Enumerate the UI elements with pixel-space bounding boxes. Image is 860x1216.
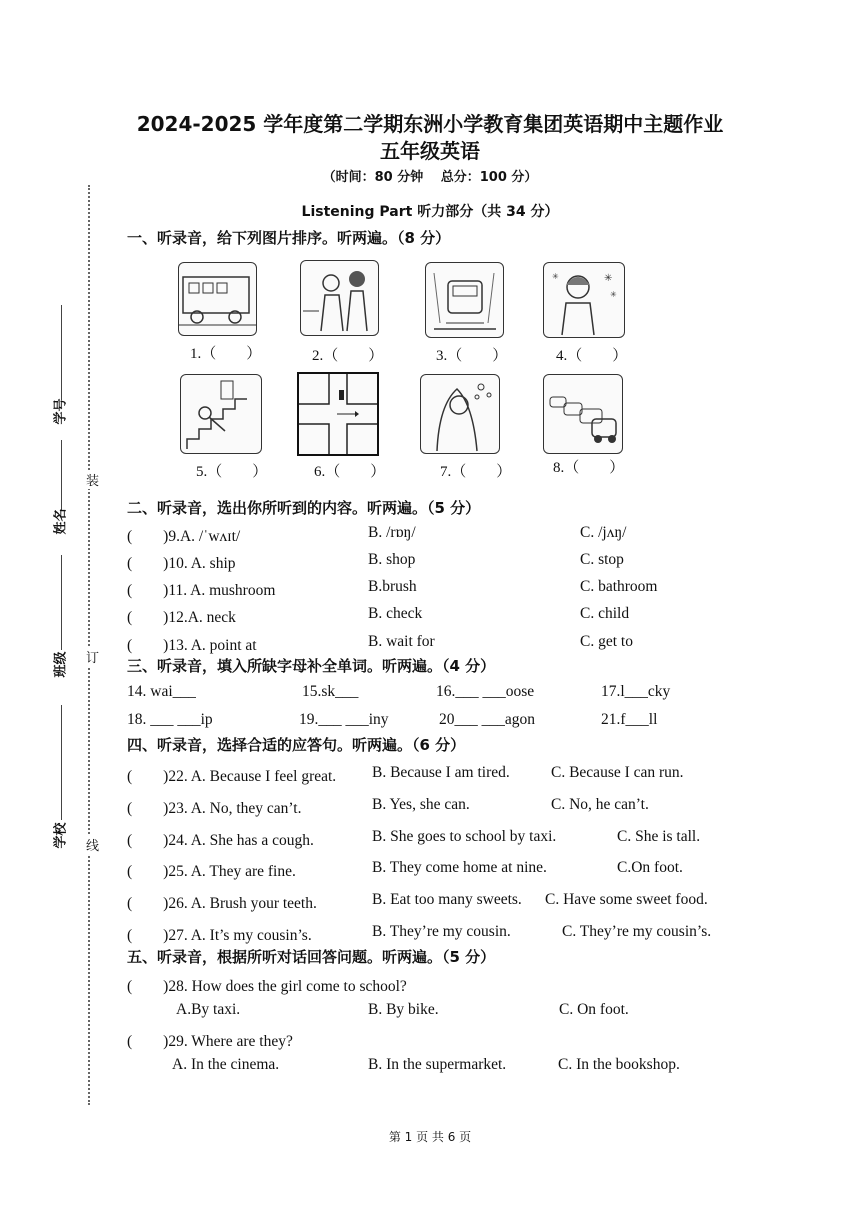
q12-option-a[interactable]: ( )12.A. neck <box>127 609 236 626</box>
picture-6-answer[interactable]: 6.（ ） <box>314 464 386 480</box>
name-line <box>61 440 62 510</box>
q18-blank[interactable]: 18. ___ ___ip <box>127 711 213 728</box>
train-picture <box>425 262 504 338</box>
q28-question: ( )28. How does the girl come to school? <box>127 978 407 995</box>
q22-option-c[interactable]: C. Because I can run. <box>551 764 684 781</box>
school-label: 学校 <box>53 822 69 849</box>
binding-dotted-line <box>88 185 90 1105</box>
class-line <box>61 555 62 650</box>
q26-option-b[interactable]: B. Eat too many sweets. <box>372 891 522 908</box>
picture-4-answer[interactable]: 4.（ ） <box>556 348 628 364</box>
traffic-jam-picture <box>543 374 623 454</box>
q27-option-a[interactable]: ( )27. A. It’s my cousin’s. <box>127 927 312 944</box>
q16-blank[interactable]: 16.___ ___oose <box>436 683 535 700</box>
q12-option-b[interactable]: B. check <box>368 605 423 622</box>
section-1-title: 一、听录音，给下列图片排序。听两遍。（8 分） <box>127 229 451 247</box>
q24-option-b[interactable]: B. She goes to school by taxi. <box>372 828 557 845</box>
q25-option-c[interactable]: C.On foot. <box>617 859 683 876</box>
page-footer: 第 1 页 共 6 页 <box>388 1130 472 1144</box>
q29-question: ( )29. Where are they? <box>127 1033 293 1050</box>
q15-blank[interactable]: 15.sk___ <box>302 683 359 700</box>
q11-option-c[interactable]: C. bathroom <box>580 578 658 595</box>
shopping-picture <box>300 260 379 336</box>
binding-zhuang: 装 <box>86 470 99 489</box>
q24-option-c[interactable]: C. She is tall. <box>617 828 701 845</box>
q9-option-a[interactable]: ( )9.A. /ˈwʌɪt/ <box>127 528 241 545</box>
q24-option-a[interactable]: ( )24. A. She has a cough. <box>127 832 314 849</box>
q28-option-c[interactable]: C. On foot. <box>559 1001 629 1018</box>
q26-option-a[interactable]: ( )26. A. Brush your teeth. <box>127 895 317 912</box>
q29-option-b[interactable]: B. In the supermarket. <box>368 1056 507 1073</box>
bus-stop-picture <box>178 262 257 336</box>
svg-text:✳: ✳ <box>604 273 613 284</box>
q14-blank[interactable]: 14. wai___ <box>127 683 196 700</box>
q13-option-b[interactable]: B. wait for <box>368 633 435 650</box>
q25-option-a[interactable]: ( )25. A. They are fine. <box>127 863 296 880</box>
student-no-line <box>61 305 62 400</box>
picture-3-answer[interactable]: 3.（ ） <box>436 348 508 364</box>
q28-option-a[interactable]: A.By taxi. <box>176 1001 241 1018</box>
q26-option-c[interactable]: C. Have some sweet food. <box>545 891 708 908</box>
exam-title: 2024-2025 学年度第二学期东洲小学教育集团英语期中主题作业 <box>136 112 724 136</box>
exam-subtitle: 五年级英语 <box>380 139 480 163</box>
q19-blank[interactable]: 19.___ ___iny <box>299 711 389 728</box>
q13-option-a[interactable]: ( )13. A. point at <box>127 637 257 654</box>
q23-option-c[interactable]: C. No, he can’t. <box>551 796 649 813</box>
part-title: Listening Part 听力部分（共 34 分） <box>301 204 559 220</box>
q17-blank[interactable]: 17.l___cky <box>601 683 671 700</box>
q28-option-b[interactable]: B. By bike. <box>368 1001 439 1018</box>
q25-option-b[interactable]: B. They come home at nine. <box>372 859 547 876</box>
q27-option-b[interactable]: B. They’re my cousin. <box>372 923 511 940</box>
crossroad-picture <box>297 372 379 456</box>
binding-ding: 订 <box>86 647 99 666</box>
svg-text:✳: ✳ <box>552 272 559 281</box>
q11-option-a[interactable]: ( )11. A. mushroom <box>127 582 276 599</box>
picture-8-answer[interactable]: 8.（ ） <box>553 460 625 476</box>
q23-option-b[interactable]: B. Yes, she can. <box>372 796 470 813</box>
stairs-fall-picture <box>180 374 262 454</box>
q20-blank[interactable]: 20___ ___agon <box>439 711 536 728</box>
section-4-title: 四、听录音，选择合适的应答句。听两遍。（6 分） <box>127 736 466 754</box>
cold-girl-picture <box>543 262 625 338</box>
exam-meta: （时间：80 分钟 总分：100 分） <box>322 170 538 185</box>
svg-text:✳: ✳ <box>610 290 617 299</box>
q29-option-c[interactable]: C. In the bookshop. <box>558 1056 680 1073</box>
picture-2-answer[interactable]: 2.（ ） <box>312 348 384 364</box>
q9-option-c[interactable]: C. /jʌŋ/ <box>580 524 627 541</box>
q13-option-c[interactable]: C. get to <box>580 633 633 650</box>
q29-option-a[interactable]: A. In the cinema. <box>172 1056 280 1073</box>
q22-option-a[interactable]: ( )22. A. Because I feel great. <box>127 768 337 785</box>
section-5-title: 五、听录音，根据所听对话回答问题。听两遍。（5 分） <box>127 948 496 966</box>
name-label: 姓名 <box>53 508 69 535</box>
q10-option-b[interactable]: B. shop <box>368 551 416 568</box>
section-2-title: 二、听录音，选出你所听到的内容。听两遍。（5 分） <box>127 499 481 517</box>
q9-option-b[interactable]: B. /rɒŋ/ <box>368 524 416 541</box>
q12-option-c[interactable]: C. child <box>580 605 630 622</box>
q22-option-b[interactable]: B. Because I am tired. <box>372 764 510 781</box>
picture-1-answer[interactable]: 1.（ ） <box>190 346 262 362</box>
class-label: 班级 <box>53 651 69 678</box>
picture-7-answer[interactable]: 7.（ ） <box>440 464 512 480</box>
section-3-title: 三、听录音，填入所缺字母补全单词。听两遍。（4 分） <box>127 657 496 675</box>
sneeze-picture <box>420 374 500 454</box>
q23-option-a[interactable]: ( )23. A. No, they can’t. <box>127 800 302 817</box>
student-no-label: 学号 <box>53 398 69 425</box>
q21-blank[interactable]: 21.f___ll <box>601 711 658 728</box>
picture-5-answer[interactable]: 5.（ ） <box>196 464 268 480</box>
q27-option-c[interactable]: C. They’re my cousin’s. <box>562 923 712 940</box>
q11-option-b[interactable]: B.brush <box>368 578 417 595</box>
q10-option-c[interactable]: C. stop <box>580 551 624 568</box>
q10-option-a[interactable]: ( )10. A. ship <box>127 555 236 572</box>
school-line <box>61 705 62 820</box>
binding-xian: 线 <box>86 835 99 854</box>
